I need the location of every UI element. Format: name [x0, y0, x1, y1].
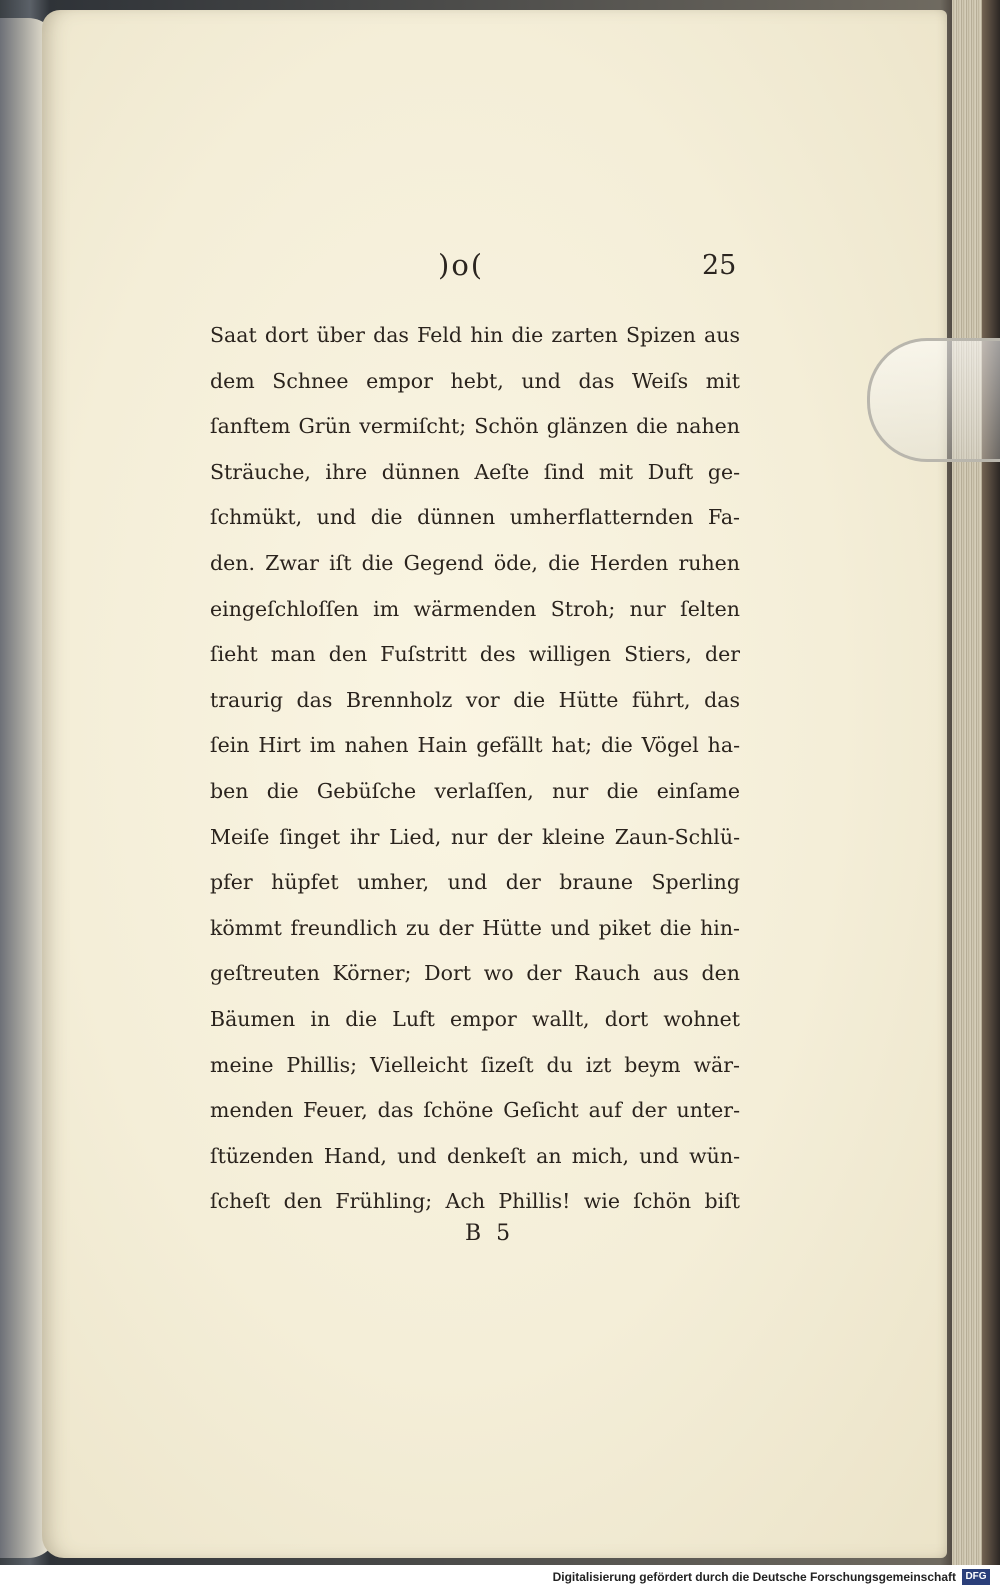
digitization-footer	[0, 1565, 1000, 1591]
text-line: eingeſchloſſen im wärmenden Stroh; nur ſelten	[210, 596, 740, 621]
dfg-logo: DFG	[962, 1569, 990, 1585]
body-text	[210, 313, 740, 1225]
text-line: Saat dort über das Feld hin die zarten Spizen aus	[210, 323, 740, 347]
page-stack-edge	[952, 0, 982, 1565]
text-line: ben die Gebüſche verlaſſen, nur die einſame	[210, 778, 740, 803]
text-line: menden Feuer, das ſchöne Geſicht auf der unter-	[210, 1098, 740, 1123]
text-line: geſtreuten Körner; Dort wo der Rauch aus den	[210, 961, 740, 986]
signature-mark: B 5	[465, 1221, 515, 1246]
page-number: 25	[702, 250, 737, 281]
text-line: Bäumen in die Luft empor wallt, dort wohnet	[210, 1006, 740, 1031]
bookmark-clip	[867, 338, 1000, 462]
text-line: Sträuche, ihre dünnen Aeſte ſind mit Duft ge-	[210, 459, 740, 484]
page-header	[0, 248, 1000, 288]
text-line: den. Zwar iſt die Gegend öde, die Herden ruhen	[210, 550, 740, 575]
text-line: meine Phillis; Vielleicht ſizeſt du izt beym wär-	[210, 1052, 740, 1077]
text-line: traurig das Brennholz vor die Hütte führt, das	[210, 687, 740, 712]
text-line: ſchmükt, und die dünnen umherflatternden Fa-	[210, 505, 740, 530]
text-line: dem Schnee empor hebt, und das Weiſs mit	[210, 368, 740, 393]
funding-credit: Digitalisierung gefördert durch die Deutsche Forschungsgemeinschaft	[552, 1570, 956, 1584]
text-line: pfer hüpfet umher, und der braune Sperling	[210, 870, 740, 895]
text-line: ſtüzenden Hand, und denkeſt an mich, und wün-	[210, 1143, 740, 1168]
text-line: Meiſe ſinget ihr Lied, nur der kleine Zaun-Schlü-	[210, 824, 740, 849]
running-head: )o(	[438, 248, 485, 282]
text-line: kömmt freundlich zu der Hütte und piket die hin-	[210, 915, 740, 940]
text-line: ſieht man den Fuſstritt des willigen Stiers, der	[210, 642, 740, 667]
text-line: ſein Hirt im nahen Hain gefällt hat; die Vögel ha-	[210, 733, 740, 758]
text-line: ſcheſt den Frühling; Ach Phillis! wie ſchön biſt	[210, 1189, 740, 1214]
text-line: ſanftem Grün vermiſcht; Schön glänzen die nahen	[210, 414, 740, 439]
